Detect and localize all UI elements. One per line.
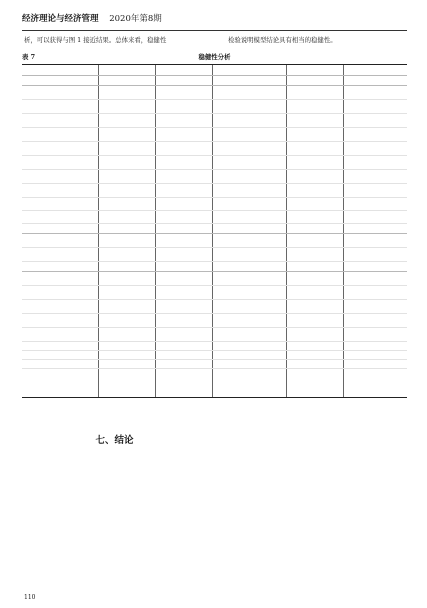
table-cell [155, 350, 212, 359]
table-cell [212, 233, 286, 247]
table-cell [22, 261, 98, 271]
table-cell [286, 75, 343, 85]
table-cell [286, 271, 343, 285]
table-cell [343, 169, 407, 183]
table-cell [343, 299, 407, 313]
table-cell [343, 327, 407, 341]
table-cell [343, 65, 407, 75]
table-cell [155, 155, 212, 169]
table-cell [286, 127, 343, 141]
table-cell [286, 183, 343, 197]
table-cell [22, 285, 98, 299]
table-cell [98, 341, 155, 350]
table-cell [155, 285, 212, 299]
table-cell [212, 261, 286, 271]
robustness-table [22, 64, 407, 398]
table-cell [343, 155, 407, 169]
table-cell [286, 65, 343, 75]
table-cell [98, 261, 155, 271]
table-row [22, 313, 407, 328]
table-cell [343, 210, 407, 223]
table-cell [343, 85, 407, 99]
table-cell [22, 299, 98, 313]
table-row [22, 210, 407, 224]
table-cell [98, 183, 155, 197]
table-cell [212, 85, 286, 99]
table-row [22, 99, 407, 114]
table-cell [22, 327, 98, 341]
table-cell [22, 359, 98, 368]
table-cell [155, 113, 212, 127]
table-cell [155, 65, 212, 75]
table-cell [286, 223, 343, 233]
table-cell [286, 85, 343, 99]
table-cell [212, 169, 286, 183]
table-cell [212, 155, 286, 169]
table-cell [286, 155, 343, 169]
table-cell [343, 350, 407, 359]
table-cell [22, 183, 98, 197]
table-cell [155, 169, 212, 183]
table-cell [343, 99, 407, 113]
table-cell [286, 169, 343, 183]
table-row [22, 141, 407, 156]
table-cell [343, 261, 407, 271]
continued-text-left: 析，可以获得与图 1 接近结果。总体来看，稳健性 [24, 36, 167, 44]
table-number: 表 7 [22, 53, 36, 61]
table-cell [212, 341, 286, 350]
table-cell [22, 169, 98, 183]
table-cell [286, 247, 343, 261]
table-cell [343, 197, 407, 210]
table-cell [212, 223, 286, 233]
table-cell [155, 359, 212, 368]
table-cell [98, 299, 155, 313]
table-cell [98, 247, 155, 261]
table-cell [212, 271, 286, 285]
table-cell [22, 113, 98, 127]
table-cell [286, 350, 343, 359]
table-cell [212, 65, 286, 75]
table-cell [22, 197, 98, 210]
table-cell [98, 271, 155, 285]
table-cell [212, 210, 286, 223]
table-cell [343, 75, 407, 85]
table-cell [155, 247, 212, 261]
table-cell [155, 141, 212, 155]
issue-label: 2020年第8期 [109, 14, 162, 24]
table-cell [212, 197, 286, 210]
table-row [22, 127, 407, 142]
table-row [22, 113, 407, 128]
table-cell [22, 233, 98, 247]
table-cell [22, 155, 98, 169]
table-cell [155, 299, 212, 313]
table-cell [343, 141, 407, 155]
table-cell [22, 341, 98, 350]
table-cell [155, 233, 212, 247]
table-cell [155, 127, 212, 141]
table-cell [98, 359, 155, 368]
table-row [22, 285, 407, 300]
table-cell [212, 113, 286, 127]
table-cell [286, 210, 343, 223]
table-cell [98, 127, 155, 141]
table-note [24, 402, 407, 422]
table-cell [286, 233, 343, 247]
table-cell [212, 247, 286, 261]
table-cell [98, 85, 155, 99]
table-cell [155, 223, 212, 233]
table-cell [343, 359, 407, 368]
table-row [22, 233, 407, 248]
table-title: 稳健性分析 [198, 53, 231, 61]
table-row [22, 299, 407, 314]
table-row [22, 155, 407, 170]
continued-text-right: 检验说明模型结论具有相当的稳健性。 [228, 36, 337, 44]
table-cell [343, 247, 407, 261]
table-row [22, 197, 407, 211]
table-cell [22, 141, 98, 155]
body-text-left [24, 454, 207, 594]
page-number: 110 [24, 594, 36, 601]
table-cell [155, 210, 212, 223]
journal-name: 经济理论与经济管理 [22, 14, 99, 24]
table-cell [343, 233, 407, 247]
table-cell [286, 99, 343, 113]
table-cell [98, 65, 155, 75]
table-cell [286, 341, 343, 350]
table-cell [343, 127, 407, 141]
table-cell [286, 313, 343, 327]
table-cell [98, 99, 155, 113]
table-cell [286, 359, 343, 368]
table-cell [155, 261, 212, 271]
table-cell [98, 169, 155, 183]
section-heading: 七、结论 [95, 435, 134, 446]
table-cell [98, 223, 155, 233]
table-cell [343, 313, 407, 327]
table-cell [22, 350, 98, 359]
table-cell [155, 271, 212, 285]
table-cell [22, 271, 98, 285]
table-cell [212, 75, 286, 85]
table-cell [343, 341, 407, 350]
table-cell [22, 75, 98, 85]
table-cell [22, 99, 98, 113]
table-cell [155, 183, 212, 197]
table-cell [212, 141, 286, 155]
running-header [22, 12, 407, 31]
table-cell [98, 233, 155, 247]
table-cell [286, 197, 343, 210]
table-cell [155, 85, 212, 99]
table-cell [98, 141, 155, 155]
table-cell [98, 197, 155, 210]
table-cell [22, 313, 98, 327]
table-cell [98, 285, 155, 299]
table-cell [98, 313, 155, 327]
table-cell [98, 155, 155, 169]
table-cell [212, 350, 286, 359]
table-row [22, 183, 407, 198]
table-cell [98, 75, 155, 85]
table-cell [212, 299, 286, 313]
table-cell [343, 271, 407, 285]
table-cell [155, 99, 212, 113]
table-cell [22, 85, 98, 99]
table-cell [286, 285, 343, 299]
table-row [22, 169, 407, 184]
table-cell [98, 327, 155, 341]
table-row [22, 271, 407, 286]
table-cell [343, 223, 407, 233]
table-cell [212, 99, 286, 113]
table-cell [343, 113, 407, 127]
table-row [22, 327, 407, 342]
table-cell [98, 350, 155, 359]
table-row [22, 247, 407, 262]
table-cell [286, 327, 343, 341]
table-cell [22, 223, 98, 233]
table-cell [212, 359, 286, 368]
table-cell [286, 299, 343, 313]
table-cell [22, 127, 98, 141]
table-row [22, 85, 407, 100]
table-cell [22, 247, 98, 261]
table-cell [212, 327, 286, 341]
table-cell [286, 261, 343, 271]
table-cell [212, 285, 286, 299]
table-cell [22, 65, 98, 75]
table-cell [155, 75, 212, 85]
table-cell [98, 210, 155, 223]
table-cell [212, 127, 286, 141]
body-text-right [228, 432, 408, 592]
table-cell [286, 113, 343, 127]
table-cell [343, 285, 407, 299]
table-cell [22, 210, 98, 223]
table-cell [286, 141, 343, 155]
table-cell [155, 341, 212, 350]
table-cell [155, 197, 212, 210]
table-cell [155, 313, 212, 327]
table-cell [98, 113, 155, 127]
table-cell [343, 183, 407, 197]
table-cell [212, 183, 286, 197]
table-caption [22, 52, 407, 62]
table-cell [155, 327, 212, 341]
table-cell [212, 313, 286, 327]
table-row [22, 359, 407, 369]
